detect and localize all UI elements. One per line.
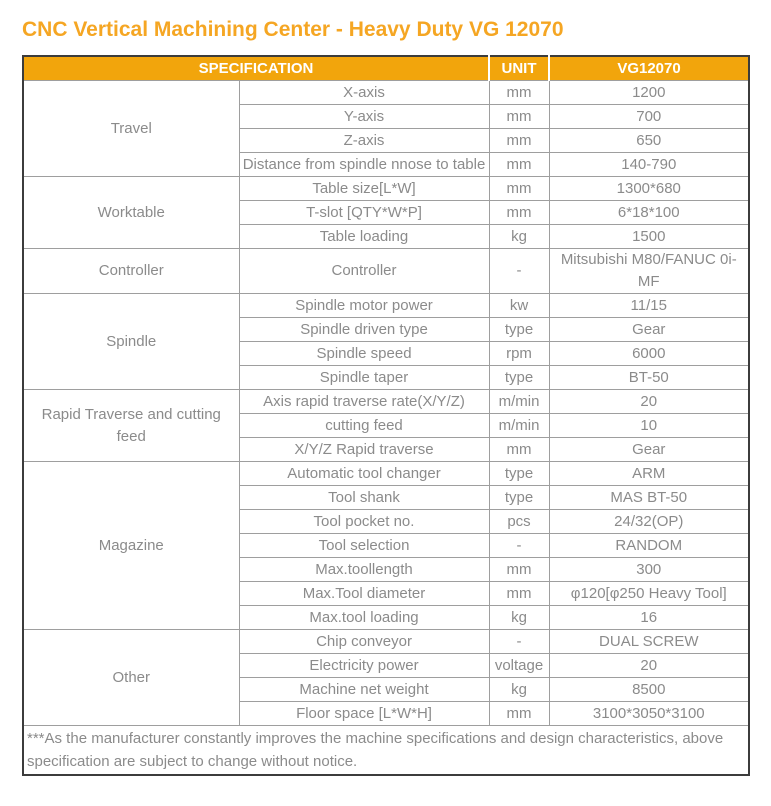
footnote: ***As the manufacturer constantly improves the machine specifications and design characteristics, above specification are subject to change without notice.	[23, 726, 749, 776]
col-header-specification: SPECIFICATION	[23, 56, 489, 81]
unit-cell: type	[489, 318, 549, 342]
table-row	[23, 81, 749, 105]
unit-cell: mm	[489, 201, 549, 225]
table-row	[23, 390, 749, 414]
value-cell: DUAL SCREW	[549, 630, 749, 654]
unit-cell: mm	[489, 81, 549, 105]
unit-cell: -	[489, 249, 549, 294]
value-cell: 20	[549, 654, 749, 678]
spec-name-cell: Tool pocket no.	[239, 510, 489, 534]
value-cell: 140-790	[549, 153, 749, 177]
unit-cell: kw	[489, 294, 549, 318]
spec-name-cell: Table size[L*W]	[239, 177, 489, 201]
spec-name-cell: Spindle motor power	[239, 294, 489, 318]
spec-name-cell: Floor space [L*W*H]	[239, 702, 489, 726]
value-cell: 1300*680	[549, 177, 749, 201]
spec-name-cell: X/Y/Z Rapid traverse	[239, 438, 489, 462]
spec-name-cell: Max.tool loading	[239, 606, 489, 630]
spec-name-cell: Y-axis	[239, 105, 489, 129]
value-cell: 300	[549, 558, 749, 582]
spec-name-cell: Tool shank	[239, 486, 489, 510]
unit-cell: type	[489, 486, 549, 510]
spec-name-cell: Chip conveyor	[239, 630, 489, 654]
value-cell: 10	[549, 414, 749, 438]
table-row	[23, 630, 749, 654]
spec-name-cell: X-axis	[239, 81, 489, 105]
value-cell: Gear	[549, 438, 749, 462]
category-cell: Magazine	[23, 462, 239, 630]
table-header-row	[23, 56, 749, 81]
unit-cell: rpm	[489, 342, 549, 366]
value-cell: 20	[549, 390, 749, 414]
spec-name-cell: Max.toollength	[239, 558, 489, 582]
spec-name-cell: Controller	[239, 249, 489, 294]
value-cell: Gear	[549, 318, 749, 342]
unit-cell: -	[489, 630, 549, 654]
value-cell: MAS BT-50	[549, 486, 749, 510]
spec-name-cell: Spindle speed	[239, 342, 489, 366]
spec-name-cell: Z-axis	[239, 129, 489, 153]
table-row	[23, 294, 749, 318]
unit-cell: mm	[489, 105, 549, 129]
value-cell: Mitsubishi M80/FANUC 0i-MF	[549, 249, 749, 294]
value-cell: 6000	[549, 342, 749, 366]
unit-cell: kg	[489, 225, 549, 249]
unit-cell: type	[489, 462, 549, 486]
unit-cell: kg	[489, 678, 549, 702]
table-row	[23, 249, 749, 294]
category-cell: Spindle	[23, 294, 239, 390]
value-cell: 1200	[549, 81, 749, 105]
table-row	[23, 462, 749, 486]
spec-name-cell: Table loading	[239, 225, 489, 249]
value-cell: 8500	[549, 678, 749, 702]
unit-cell: mm	[489, 153, 549, 177]
value-cell: 24/32(OP)	[549, 510, 749, 534]
spec-name-cell: Tool selection	[239, 534, 489, 558]
value-cell: 1500	[549, 225, 749, 249]
spec-name-cell: Automatic tool changer	[239, 462, 489, 486]
col-header-model: VG12070	[549, 56, 749, 81]
category-cell: Travel	[23, 81, 239, 177]
spec-name-cell: cutting feed	[239, 414, 489, 438]
spec-name-cell: Spindle driven type	[239, 318, 489, 342]
spec-name-cell: Spindle taper	[239, 366, 489, 390]
spec-name-cell: Electricity power	[239, 654, 489, 678]
col-header-unit: UNIT	[489, 56, 549, 81]
unit-cell: mm	[489, 558, 549, 582]
value-cell: BT-50	[549, 366, 749, 390]
value-cell: 700	[549, 105, 749, 129]
category-cell: Worktable	[23, 177, 239, 249]
unit-cell: kg	[489, 606, 549, 630]
table-row	[23, 177, 749, 201]
spec-name-cell: Machine net weight	[239, 678, 489, 702]
footnote-row	[23, 726, 749, 776]
specification-table	[22, 55, 750, 776]
category-cell: Rapid Traverse and cutting feed	[23, 390, 239, 462]
page-title: CNC Vertical Machining Center - Heavy Duty VG 12070	[22, 18, 564, 41]
category-cell: Controller	[23, 249, 239, 294]
spec-name-cell: Max.Tool diameter	[239, 582, 489, 606]
unit-cell: mm	[489, 438, 549, 462]
unit-cell: mm	[489, 129, 549, 153]
value-cell: 6*18*100	[549, 201, 749, 225]
category-cell: Other	[23, 630, 239, 726]
unit-cell: mm	[489, 702, 549, 726]
unit-cell: voltage	[489, 654, 549, 678]
unit-cell: m/min	[489, 390, 549, 414]
spec-name-cell: Axis rapid traverse rate(X/Y/Z)	[239, 390, 489, 414]
spec-name-cell: T-slot [QTY*W*P]	[239, 201, 489, 225]
value-cell: 11/15	[549, 294, 749, 318]
value-cell: φ120[φ250 Heavy Tool]	[549, 582, 749, 606]
unit-cell: mm	[489, 582, 549, 606]
unit-cell: -	[489, 534, 549, 558]
value-cell: ARM	[549, 462, 749, 486]
unit-cell: mm	[489, 177, 549, 201]
unit-cell: type	[489, 366, 549, 390]
value-cell: RANDOM	[549, 534, 749, 558]
spec-name-cell: Distance from spindle nnose to table	[239, 153, 489, 177]
value-cell: 3100*3050*3100	[549, 702, 749, 726]
unit-cell: m/min	[489, 414, 549, 438]
value-cell: 650	[549, 129, 749, 153]
value-cell: 16	[549, 606, 749, 630]
unit-cell: pcs	[489, 510, 549, 534]
